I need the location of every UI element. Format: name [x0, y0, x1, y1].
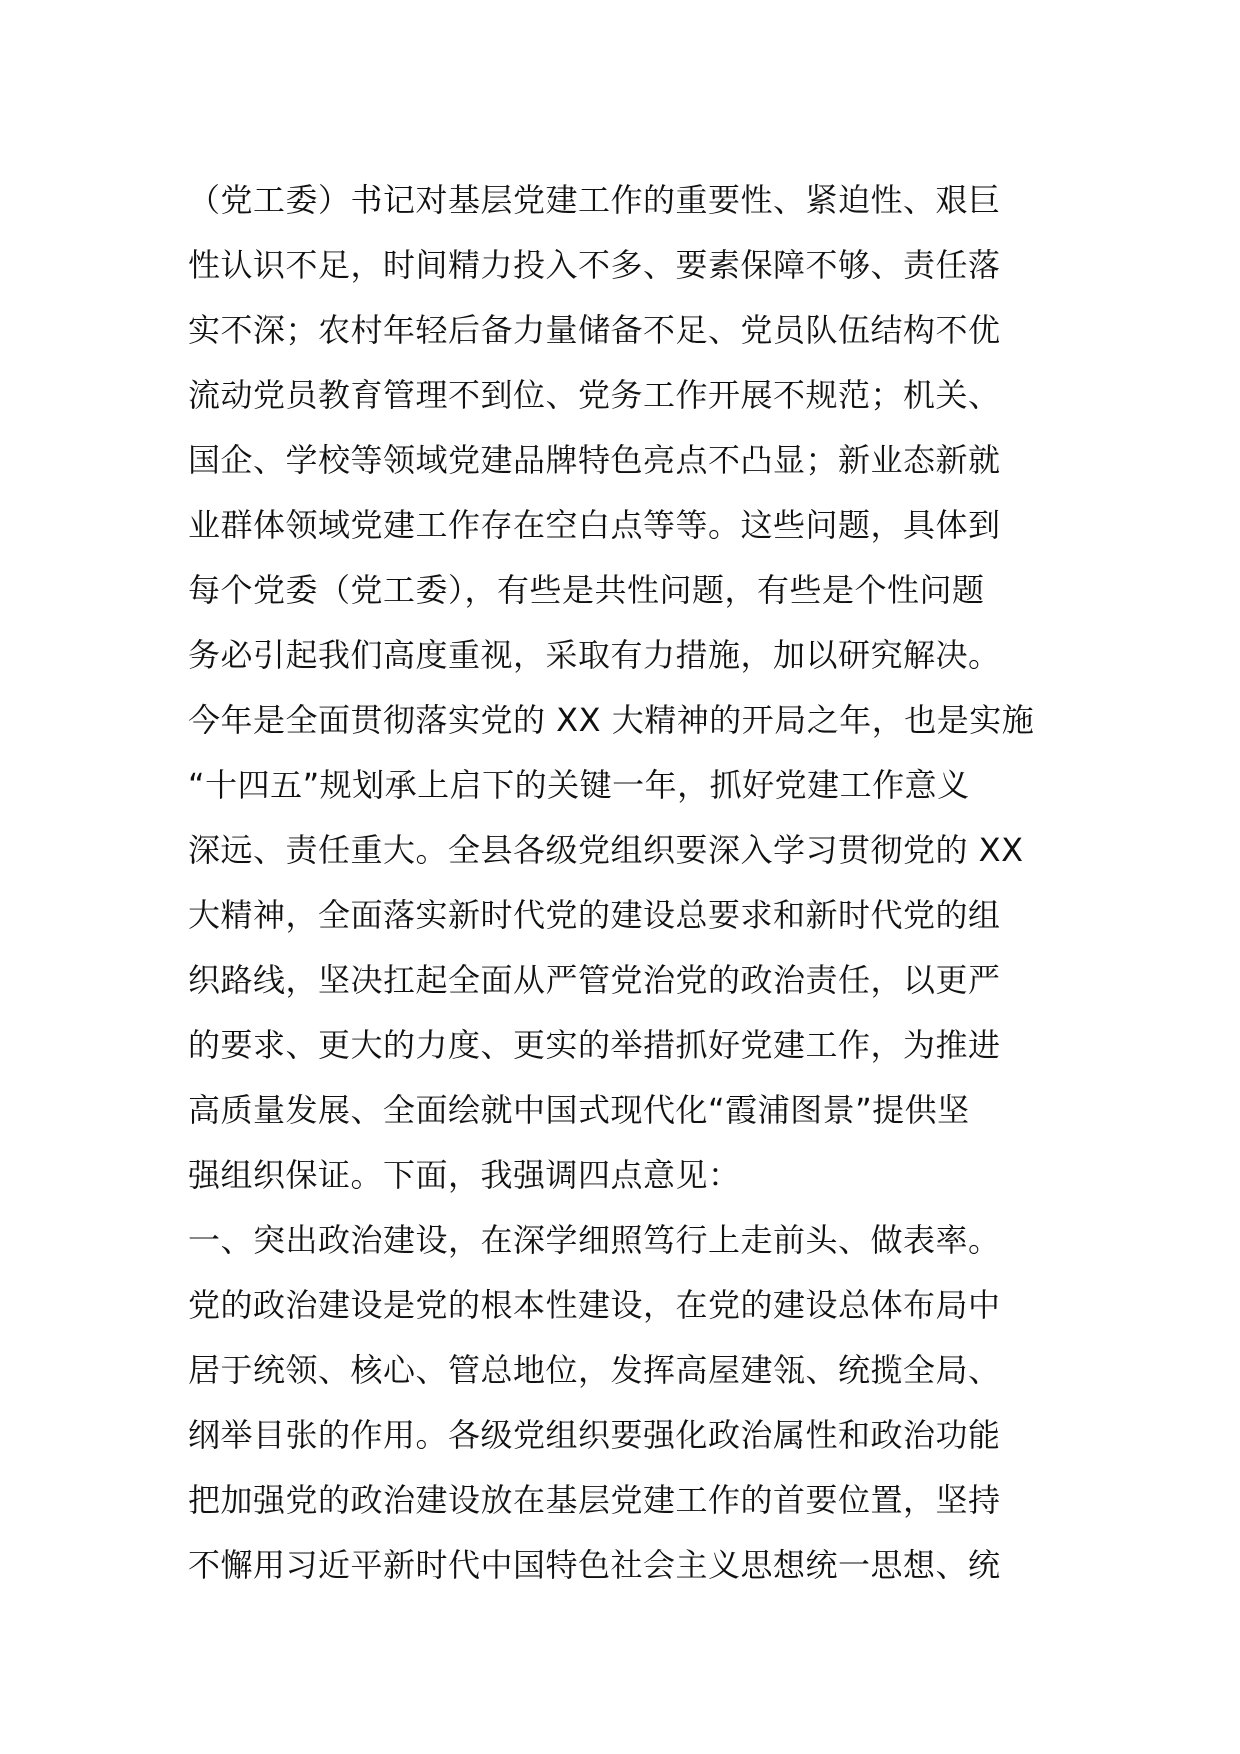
- text-line: 不懈用习近平新时代中国特色社会主义思想统一思想、统: [188, 1546, 1001, 1584]
- text-line: （党工委）书记对基层党建工作的重要性、紧迫性、艰巨: [188, 181, 1001, 219]
- text-line: 深远、责任重大。全县各级党组织要深入学习贯彻党的 XX: [188, 831, 1024, 869]
- text-line: 的要求、更大的力度、更实的举措抓好党建工作，为推进: [188, 1026, 1001, 1064]
- text-line: 国企、学校等领域党建品牌特色亮点不凸显；新业态新就: [188, 441, 1001, 479]
- text-line: 强组织保证。下面，我强调四点意见：: [188, 1156, 741, 1194]
- document-body: [188, 168, 1068, 1598]
- text-line: 居于统领、核心、管总地位，发挥高屋建瓴、统揽全局、: [188, 1351, 1001, 1389]
- text-line: 性认识不足，时间精力投入不多、要素保障不够、责任落: [188, 246, 1001, 284]
- text-line: 今年是全面贯彻落实党的 XX 大精神的开局之年，也是实施: [188, 701, 1035, 739]
- text-line: 高质量发展、全面绘就中国式现代化“霞浦图景”提供坚: [188, 1091, 970, 1129]
- text-line: 党的政治建设是党的根本性建设，在党的建设总体布局中: [188, 1286, 1001, 1324]
- text-line: 把加强党的政治建设放在基层党建工作的首要位置，坚持: [188, 1481, 1001, 1519]
- text-line: 纲举目张的作用。各级党组织要强化政治属性和政治功能: [188, 1416, 1001, 1454]
- text-line: 务必引起我们高度重视，采取有力措施，加以研究解决。: [188, 636, 1001, 674]
- text-line: 大精神，全面落实新时代党的建设总要求和新时代党的组: [188, 896, 1001, 934]
- text-line: 业群体领域党建工作存在空白点等等。这些问题，具体到: [188, 506, 1001, 544]
- text-line: 流动党员教育管理不到位、党务工作开展不规范；机关、: [188, 376, 1001, 414]
- section-heading: 一、突出政治建设，在深学细照笃行上走前头、做表率。: [188, 1221, 1001, 1259]
- text-line: 每个党委（党工委），有些是共性问题，有些是个性问题: [188, 571, 985, 609]
- text-line: 织路线，坚决扛起全面从严管党治党的政治责任，以更严: [188, 961, 1001, 999]
- text-line: 实不深；农村年轻后备力量储备不足、党员队伍结构不优: [188, 311, 1001, 349]
- text-line: “十四五”规划承上启下的关键一年，抓好党建工作意义: [188, 766, 970, 804]
